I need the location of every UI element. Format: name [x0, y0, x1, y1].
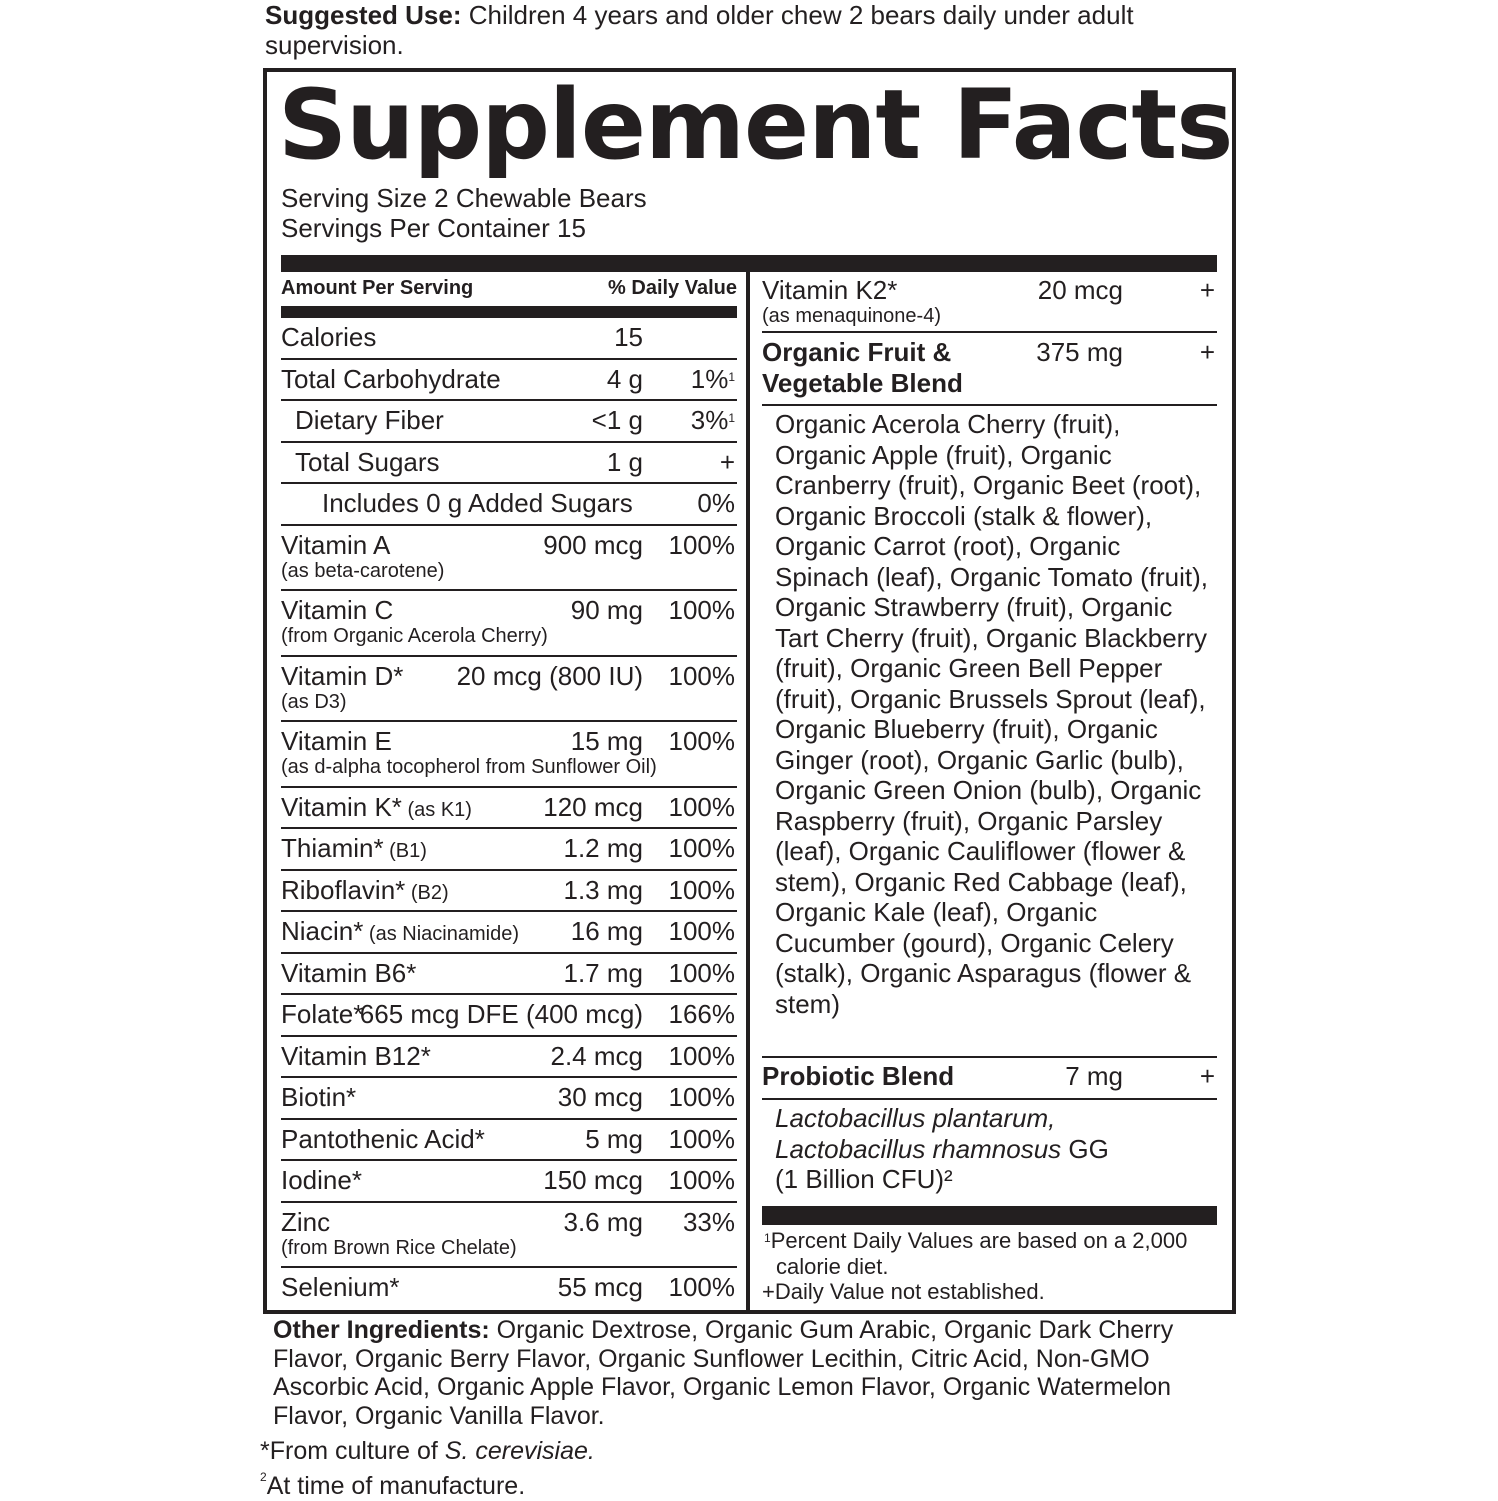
dv-value: 0%: [697, 488, 735, 518]
nutrient-row: [281, 484, 737, 526]
nutrient-label: Selenium*: [281, 1272, 400, 1302]
dv-value: 33%: [682, 1206, 735, 1237]
nutrient-name: [281, 957, 416, 989]
nutrient-amount: 16 mg: [570, 916, 643, 946]
nutrient-row: [281, 1161, 737, 1203]
strain: Lactobacillus plantarum,: [775, 1103, 1056, 1133]
dv-value: 100%: [668, 660, 735, 691]
nutrient-amount: 1.2 mg: [563, 833, 643, 863]
nutrient-dv: +: [1199, 275, 1215, 305]
nutrient-source: (as menaquinone-4): [762, 305, 941, 327]
nutrient-amount: 20 mcg (800 IU): [456, 660, 643, 691]
nutrient-row: [281, 1120, 737, 1162]
nutrient-label: Thiamin*: [281, 833, 384, 863]
probiotic-strains: [762, 1100, 1217, 1206]
nutrient-label: Iodine*: [281, 1165, 362, 1195]
nutrient-row: [281, 1203, 737, 1269]
nutrient-row: [281, 360, 737, 402]
nutrient-amount: 55 mcg: [557, 1272, 643, 1302]
suggested-use: [265, 0, 1165, 60]
nutrient-table: [281, 275, 737, 1310]
nutrient-dv: [669, 998, 736, 1030]
nutrient-name: [281, 791, 472, 826]
nutrient-row: [281, 1078, 737, 1120]
nutrient-row: [281, 1268, 737, 1310]
nutrient-label: Pantothenic Acid*: [281, 1123, 485, 1154]
panel-title: Supplement Facts: [278, 69, 1233, 181]
footnote-mark: 2: [260, 1470, 267, 1484]
nutrient-source: (as D3): [281, 690, 347, 713]
dv-value: 100%: [668, 916, 735, 946]
blend-amount: 375 mg: [1036, 337, 1123, 367]
nutrient-row: [281, 954, 737, 996]
nutrient-form: (B2): [405, 881, 449, 904]
nutrient-dv: [669, 915, 736, 947]
nutrient-dv: [691, 404, 735, 436]
other-ingredients-text: Organic Dextrose, Organic Gum Arabic, Organic Dark Cherry Flavor, Organic Berry Flavor, Organic Sunflower Lecithin, Citric Acid, Non-GMO Ascorbic Acid, Organic Apple Flavor, Organic Lemon Flavor, Organic Watermelon Flavor, Organic Vanilla Flavor.: [273, 1316, 1174, 1430]
dv-value: 3%: [690, 405, 729, 435]
dv-value: 100%: [668, 791, 735, 822]
nutrient-name: [281, 1040, 431, 1072]
nutrient-amount: 4 g: [606, 363, 643, 394]
nutrient-amount: 3.6 mg: [563, 1206, 643, 1237]
nutrient-dv: [669, 791, 736, 823]
nutrient-row: [281, 788, 737, 830]
blend-name: Organic Fruit &: [762, 337, 952, 367]
nutrient-name: [281, 1271, 400, 1303]
nutrient-row: [281, 722, 737, 788]
dv-value: 100%: [668, 1082, 735, 1112]
dv-value: 100%: [668, 726, 735, 756]
footnote-ref: 1: [728, 411, 735, 425]
nutrient-label: Vitamin B6*: [281, 957, 417, 988]
nutrient-name: [281, 1164, 362, 1196]
dv-value: +: [719, 446, 735, 477]
nutrient-label: Vitamin E: [281, 726, 392, 756]
servings-per-container: Servings Per Container 15: [281, 213, 586, 243]
dv-value: 100%: [668, 1272, 735, 1302]
nutrient-amount: 1 g: [606, 446, 643, 477]
nutrient-amount: 1.3 mg: [563, 874, 643, 905]
dv-value: 100%: [668, 957, 735, 988]
dv-value: 100%: [668, 595, 735, 625]
nutrient-dv: [683, 1206, 735, 1238]
table-header: [281, 275, 737, 306]
nutrient-dv: [669, 1271, 736, 1303]
nutrient-name: [281, 1206, 330, 1238]
nutrient-row: [281, 829, 737, 871]
suggested-use-label: Suggested Use:: [265, 0, 462, 30]
nutrient-amount: 15: [614, 322, 643, 352]
nutrient-dv: [669, 957, 736, 989]
nutrient-amount: <1 g: [591, 405, 643, 435]
nutrient-name: [281, 660, 403, 692]
nutrient-amount: 5 mg: [585, 1123, 643, 1154]
nutrient-row: [281, 443, 737, 485]
blend-ingredients: Organic Acerola Cherry (fruit), Organic Apple (fruit), Organic Cranberry (fruit), Organic Beet (root), Organic Broccoli (stalk & flower), Organic Carrot (root), Organic Spinach (leaf), Organic Tomato (fruit), Organic Strawberry (fruit), Organic Tart Cherry (fruit), Organic Blackberry (fruit), Organic Green Bell Pepper (fruit), Organic Brussels Sprout (leaf), Organic Blueberry (fruit), Organic Ginger (root), Organic Garlic (bulb), Organic Green Onion (bulb), Organic Raspberry (fruit), Organic Parsley (leaf), Organic Cauliflower (flower & stem), Organic Red Cabbage (leaf), Organic Kale (leaf), Organic Cucumber (gourd), Organic Celery (stalk), Organic Asparagus (flower & stem): [762, 406, 1217, 1058]
nutrient-label: Biotin*: [281, 1082, 357, 1112]
amount-per-serving-header: Amount Per Serving: [281, 277, 474, 299]
nutrient-dv: [669, 832, 736, 864]
nutrient-amount: 90 mg: [570, 595, 643, 625]
nutrient-row: [281, 401, 737, 443]
nutrient-label: Vitamin B12*: [281, 1040, 431, 1071]
nutrient-form: (as K1): [401, 798, 472, 821]
nutrient-label: Vitamin C: [281, 595, 394, 625]
nutrient-dv: [669, 1164, 736, 1196]
nutrient-name: [281, 594, 393, 626]
nutrient-amount: 150 mcg: [543, 1165, 643, 1195]
vitamin-k2-row: [762, 275, 1217, 333]
nutrient-amount: 665 mcg DFE (400 mcg): [359, 999, 643, 1029]
nutrient-dv: [669, 1040, 736, 1072]
nutrient-amount: 15 mg: [570, 726, 643, 756]
nutrient-form: (as Niacinamide): [363, 923, 519, 945]
nutrient-dv: [669, 1123, 736, 1155]
nutrient-name: [281, 321, 376, 353]
nutrient-dv: [669, 529, 736, 561]
suggested-use-text: Children 4 years and older chew 2 bears daily under adult supervision.: [265, 0, 1134, 60]
footnote-star: [260, 1437, 595, 1466]
cfu: (1 Billion CFU)²: [775, 1164, 953, 1194]
dv-value: 166%: [668, 999, 735, 1029]
nutrient-row: [281, 1037, 737, 1079]
nutrient-label: Calories: [281, 322, 377, 352]
nutrient-label: Zinc: [281, 1206, 331, 1237]
thick-divider: [281, 255, 1217, 272]
fruit-veg-blend-row: [762, 333, 1217, 406]
dv-value: 100%: [668, 1040, 735, 1071]
nutrient-name: [281, 529, 390, 561]
dv-value: 100%: [668, 1123, 735, 1154]
blend-table: [762, 275, 1217, 1305]
dv-value: 100%: [668, 529, 735, 560]
blend-name: Probiotic Blend: [762, 1061, 955, 1091]
nutrient-name: [322, 487, 633, 519]
nutrient-amount: 1.7 mg: [563, 957, 643, 988]
nutrient-row: [281, 995, 737, 1037]
other-ingredients-label: Other Ingredients:: [273, 1316, 490, 1344]
nutrient-name: [281, 915, 519, 950]
nutrient-row: [281, 912, 737, 954]
nutrient-row: [281, 657, 737, 723]
probiotic-blend-row: [762, 1058, 1217, 1100]
nutrient-dv: [720, 446, 735, 478]
serving-info: [281, 183, 647, 243]
nutrient-source: (as d-alpha tocopherol from Sunflower Oil): [281, 756, 657, 778]
nutrient-name: [281, 874, 449, 909]
footnote-text: At time of manufacture.: [266, 1472, 526, 1500]
nutrient-source: (from Organic Acerola Cherry): [281, 625, 548, 647]
dv-value: 1%: [690, 363, 729, 394]
nutrient-dv: [669, 594, 736, 626]
dv-value: 100%: [668, 1165, 735, 1195]
nutrient-name: [295, 404, 444, 436]
nutrient-dv: [669, 1081, 736, 1113]
nutrient-dv: [697, 487, 735, 519]
nutrient-label: Vitamin K*: [281, 791, 402, 822]
dv-value: 100%: [668, 833, 735, 863]
nutrient-amount: 2.4 mcg: [550, 1040, 643, 1071]
nutrient-form: (B1): [383, 840, 427, 862]
strain: Lactobacillus rhamnosus: [775, 1133, 1062, 1164]
nutrient-dv: [691, 363, 735, 395]
nutrient-name: [281, 998, 363, 1030]
footnote-plus: +Daily Value not established.: [762, 1279, 1045, 1304]
nutrient-name: [281, 1081, 356, 1113]
nutrient-name: [281, 1123, 485, 1155]
nutrient-label: Folate*: [281, 999, 364, 1029]
footnote-text: *From culture of: [260, 1437, 445, 1465]
nutrient-name: Vitamin K2*: [762, 275, 898, 305]
nutrient-row: [281, 318, 737, 360]
nutrient-label: Niacin*: [281, 916, 364, 946]
blend-name-2: Vegetable Blend: [762, 368, 963, 398]
blend-dv: +: [1199, 337, 1215, 367]
nutrient-row: [281, 591, 737, 657]
nutrient-dv: [669, 874, 736, 906]
blend-amount: 7 mg: [1065, 1061, 1123, 1091]
nutrient-name: [281, 363, 501, 395]
nutrient-dv: [669, 660, 736, 692]
nutrient-label: Vitamin A: [281, 529, 391, 560]
nutrient-label: Riboflavin*: [281, 874, 406, 905]
nutrient-name: [281, 832, 427, 867]
other-ingredients: [273, 1316, 1223, 1430]
nutrient-amount: 900 mcg: [543, 529, 643, 560]
nutrient-label: Total Sugars: [295, 446, 440, 477]
footnotes: [762, 1225, 1217, 1305]
thick-divider: [762, 1206, 1217, 1225]
footnote-italic: S. cerevisiae.: [444, 1437, 595, 1465]
footnote-2: [260, 1472, 525, 1501]
nutrient-amount: 20 mcg: [1037, 275, 1123, 305]
nutrient-name: [281, 725, 392, 757]
footnote-ref: 1: [728, 369, 735, 384]
footnote-dv: Percent Daily Values are based on a 2,000 calorie diet.: [770, 1228, 1188, 1279]
nutrient-name: [295, 446, 440, 478]
footnote-mark: 1: [764, 1231, 771, 1245]
nutrient-row: [281, 871, 737, 913]
blend-dv: +: [1199, 1061, 1215, 1091]
nutrient-label: Dietary Fiber: [295, 405, 444, 435]
nutrient-label: Includes 0 g Added Sugars: [322, 488, 633, 518]
nutrient-source: (as beta-carotene): [281, 559, 445, 582]
nutrient-row: [281, 526, 737, 592]
thick-divider: [281, 306, 737, 318]
nutrient-label: Total Carbohydrate: [281, 363, 501, 394]
column-divider: [746, 272, 750, 1312]
dv-value: 100%: [668, 874, 735, 905]
nutrient-amount: 30 mcg: [557, 1082, 643, 1112]
daily-value-header: % Daily Value: [608, 277, 737, 299]
nutrient-label: Vitamin D*: [281, 660, 404, 691]
strain-suffix: GG: [1061, 1133, 1109, 1164]
nutrient-amount: 120 mcg: [543, 791, 643, 822]
nutrient-source: (from Brown Rice Chelate): [281, 1236, 517, 1259]
nutrient-dv: [669, 725, 736, 757]
serving-size: Serving Size 2 Chewable Bears: [281, 183, 647, 213]
